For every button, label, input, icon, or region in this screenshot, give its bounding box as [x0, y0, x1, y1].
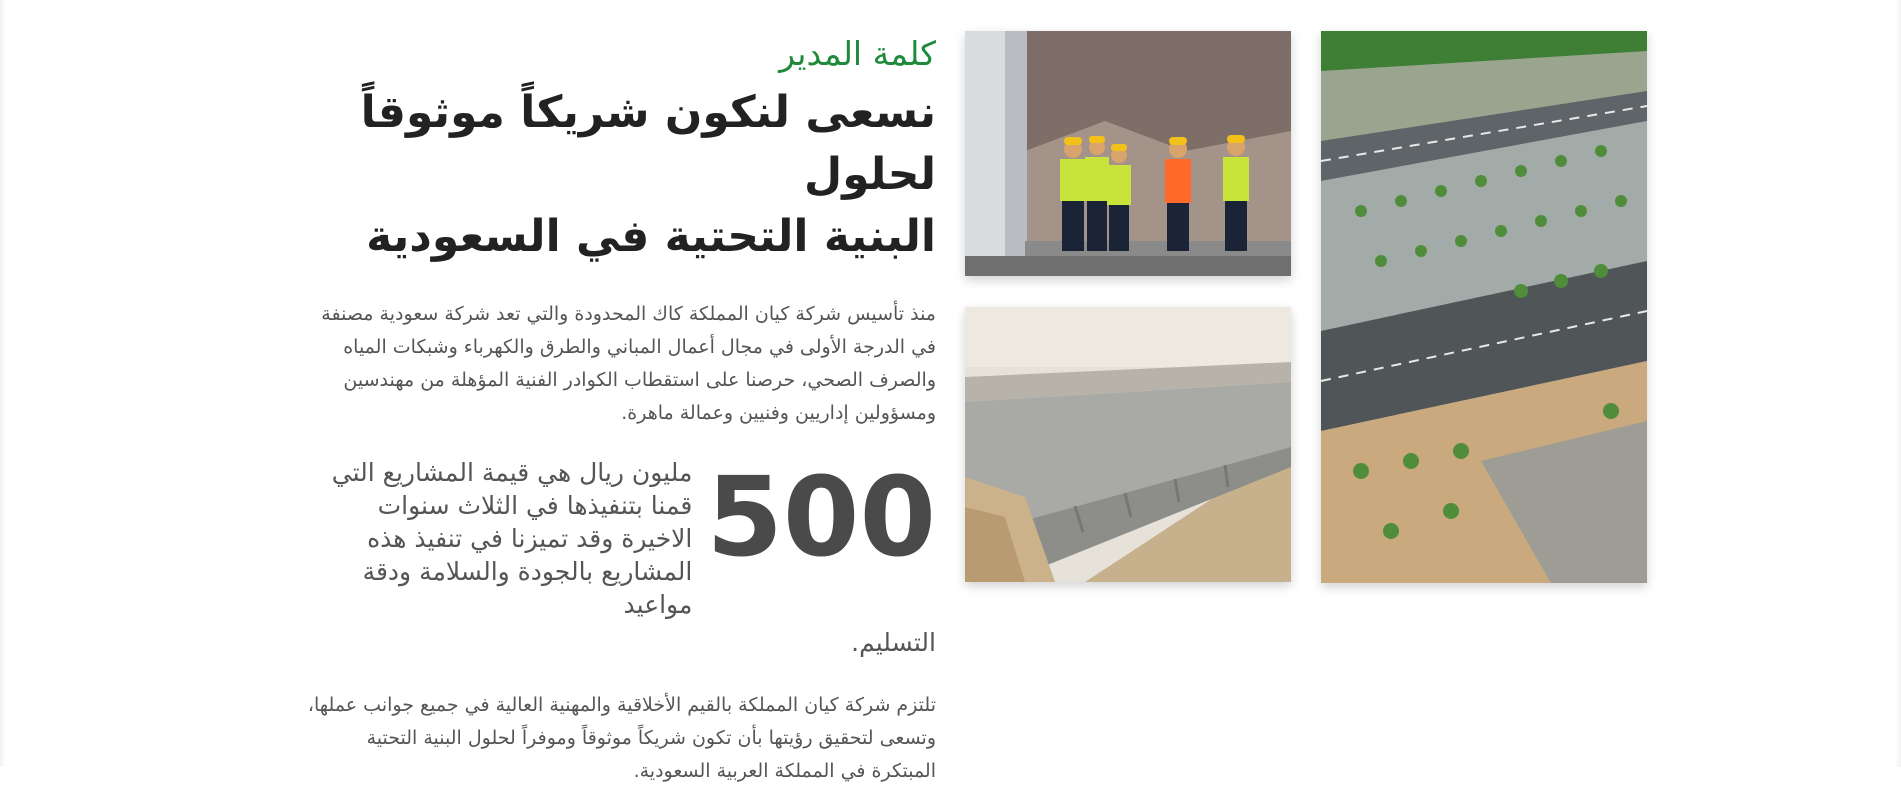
section-headline — [300, 82, 936, 268]
headline-line-1: نسعى لنكون شريكاً موثوقاً لحلول — [360, 87, 936, 200]
values-paragraph: تلتزم شركة كيان المملكة بالقيم الأخلاقية والمهنية العالية في جميع جوانب عملها، وتسعى لتحقيق رؤيتها بأن تكون شريكاً موثوقاً وموفراً لحلول البنية التحتية المبتكرة في المملكة العربية السعودية. — [307, 694, 936, 782]
stat-number: 500 — [706, 453, 936, 581]
text-column — [300, 30, 936, 788]
canal-photo — [965, 307, 1291, 582]
section-eyebrow: كلمة المدير — [779, 34, 936, 73]
stat-tail: التسليم. — [851, 628, 936, 657]
stat-text: مليون ريال هي قيمة المشاريع التي قمنا بتنفيذها في الثلاث سنوات الاخيرة وقد تميزنا في تنفيذ هذه المشاريع بالجودة والسلامة ودقة مواعيد — [331, 458, 693, 619]
road-photo-graphic — [1321, 31, 1647, 583]
canal-photo-graphic — [965, 307, 1291, 582]
stat-block — [300, 453, 936, 621]
headline-line-2: البنية التحتية في السعودية — [366, 211, 936, 262]
road-photo — [1321, 31, 1647, 583]
workers-photo-graphic — [965, 31, 1291, 276]
workers-photo — [965, 31, 1291, 276]
intro-paragraph: منذ تأسيس شركة كيان المملكة كاك المحدودة والتي تعد شركة سعودية مصنفة في الدرجة الأولى في مجال أعمال المباني والطرق والكهرباء وشبكات المياه والصرف الصحي، حرصنا على استقطاب الكوادر الفنية المؤهلة من مهندسين ومسؤولين إداريين وفنيين وعمالة ماهرة. — [321, 303, 936, 424]
